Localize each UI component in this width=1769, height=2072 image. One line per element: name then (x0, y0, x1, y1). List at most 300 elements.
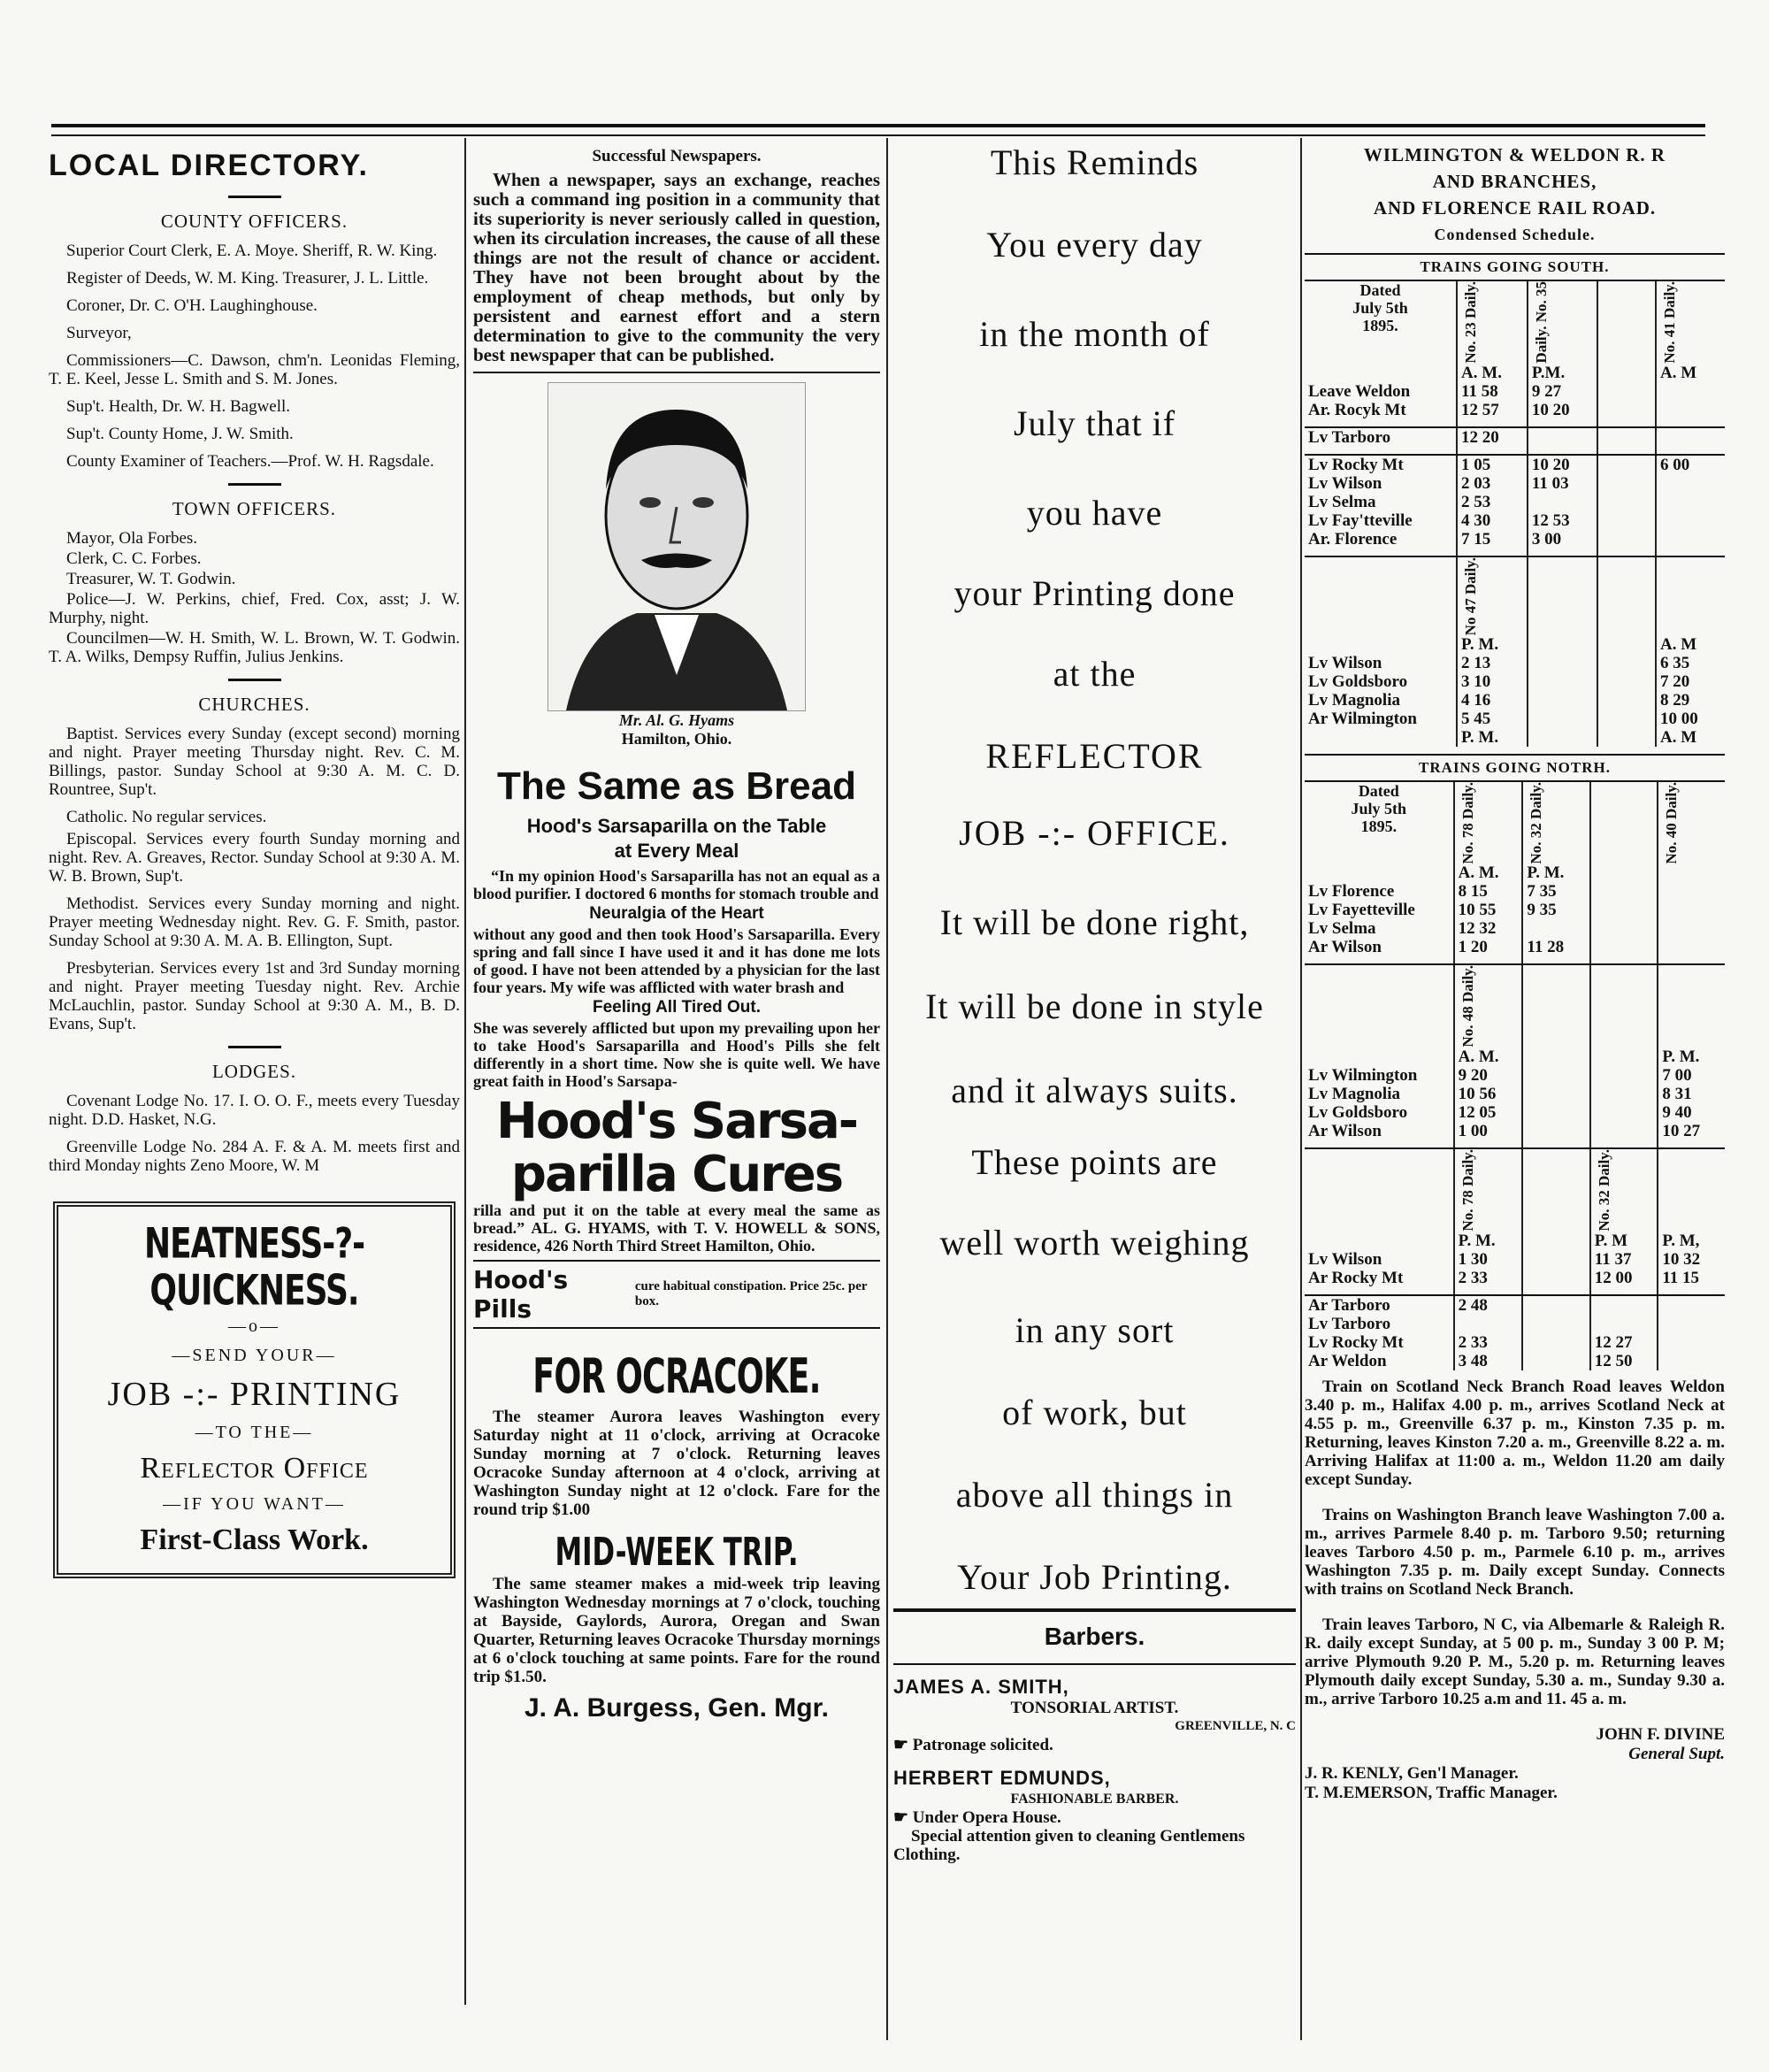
town-officer-entry: Clerk, C. C. Forbes. (66, 549, 202, 568)
hoods-ad-text: rilla and put it on the table at every meal the same as bread.” AL. G. HYAMS, with T. V. HOWELL & SONS, residence, 426 North Third Street Hamilton, Ohio. (473, 1201, 880, 1255)
hoods-ad-subtitle: at Every Meal (614, 840, 739, 862)
time-cell (1656, 511, 1725, 530)
time-cell (1658, 901, 1725, 919)
time-cell: P. M, (1658, 1232, 1725, 1250)
time-cell: 10 56 (1454, 1085, 1523, 1103)
reminder-line: These points are (971, 1142, 1218, 1182)
timetable-separator (1305, 1287, 1725, 1295)
portrait-icon (548, 383, 805, 710)
time-cell: 1 05 (1457, 455, 1528, 474)
reminder-column (893, 142, 1296, 2045)
local-directory-column (49, 142, 460, 2045)
barber-note-text: Under Opera House. (912, 1808, 1061, 1827)
station-cell (1305, 364, 1457, 382)
portrait-place: Hamilton, Ohio. (621, 730, 732, 748)
timetable-cell (1305, 964, 1454, 1048)
town-officer-entry: Treasurer, W. T. Godwin. (66, 570, 236, 588)
time-cell (1528, 493, 1597, 511)
time-cell (1597, 672, 1656, 691)
time-cell (1597, 728, 1656, 747)
station-cell: Lv Wilson (1308, 653, 1382, 672)
time-cell: 11 58 (1457, 382, 1528, 401)
column-divider (1300, 138, 1302, 2040)
time-cell (1597, 474, 1656, 493)
time-cell: 12 57 (1457, 401, 1528, 419)
time-cell: 8 31 (1658, 1085, 1725, 1103)
job-ad-line: —IF YOU WANT— (163, 1494, 346, 1514)
time-cell: 2 13 (1457, 654, 1528, 672)
county-officer-entry: Surveyor, (66, 324, 132, 342)
timetable-cell (1457, 549, 1528, 556)
time-cell: A. M (1656, 728, 1725, 747)
pointing-hand-icon: ☛ (893, 1736, 913, 1754)
timetable-cell (1305, 419, 1457, 427)
station-cell (1305, 1048, 1454, 1066)
time-cell: A. M (1656, 635, 1725, 654)
timetable-cell (1305, 1140, 1454, 1148)
timetable-row (1305, 364, 1725, 382)
time-cell: 1 00 (1454, 1122, 1523, 1140)
time-cell (1528, 728, 1597, 747)
station-cell: Lv Magnolia (1308, 1085, 1400, 1103)
station-cell: Lv Rocky Mt (1308, 1332, 1404, 1352)
reminder-line: your Printing done (953, 573, 1236, 613)
reminder-line: You every day (986, 225, 1203, 265)
divider (893, 1608, 1296, 1612)
time-cell: 6 00 (1656, 455, 1725, 474)
time-cell: 6 35 (1656, 654, 1725, 672)
time-cell (1656, 382, 1725, 401)
time-cell: 9 20 (1454, 1066, 1523, 1085)
south-rows (1305, 364, 1725, 747)
timetable-cell (1590, 964, 1658, 1048)
station-cell: Lv Fayetteville (1308, 901, 1415, 920)
dated-cell (1305, 281, 1457, 364)
signature: J. R. KENLY, Gen'l Manager. (1305, 1763, 1519, 1783)
station-cell: Ar Wilmington (1308, 709, 1417, 728)
hoods-ad-subtitle: Hood's Sarsaparilla on the Table (526, 815, 827, 837)
county-officer-entry: Sup't. Health, Dr. W. H. Bagwell. (66, 397, 291, 416)
station-cell: Lv Fay'tteville (1308, 510, 1413, 530)
station-cell: Lv Selma (1308, 919, 1376, 939)
time-cell: 11 03 (1528, 474, 1597, 493)
time-cell: P. M. (1522, 863, 1589, 882)
town-officers-heading: TOWN OFFICERS. (172, 498, 337, 519)
timetable-cell (1658, 1287, 1725, 1295)
timetable-cell (1597, 549, 1656, 556)
timetable-cell (1454, 1287, 1523, 1295)
lodge-entry: Covenant Lodge No. 17. I. O. O. F., meets every Tuesday night. D.D. Hasket, N.G. (49, 1092, 460, 1129)
time-cell (1656, 493, 1725, 511)
timetable-cell (1658, 1148, 1725, 1232)
portrait-caption: Mr. Al. G. Hyams (618, 711, 735, 729)
ocracoke-body: The steamer Aurora leaves Washington every Saturday night at 11 o'clock, arriving at Ocracoke Sunday morning at 7 o'clock. Returning leaves Ocracoke Sunday afternoon at 4 o'clock, arriving at Washington Sunday night at 12 o'clock. Fare for the round trip $1.00 (473, 1408, 880, 1519)
church-entry: Baptist. Services every Sunday (except second) morning and night. Prayer meeting Thursday night. Rev. C. M. Billings, pastor. Sunday School at 9:30 A. M. C. D. Rountree, Sup't. (49, 725, 460, 799)
time-cell (1656, 530, 1725, 549)
time-cell (1590, 1295, 1658, 1315)
time-cell: 10 20 (1528, 455, 1597, 474)
train-column-head (1597, 281, 1656, 364)
time-cell (1597, 654, 1656, 672)
time-cell (1590, 863, 1658, 882)
time-cell: 10 20 (1528, 401, 1597, 419)
timetable-cell (1305, 1148, 1454, 1232)
job-ad-line: JOB -:- PRINTING (107, 1376, 402, 1413)
dated-cell (1305, 782, 1454, 864)
timetable-row (1305, 1232, 1725, 1250)
mid-week-title: MID-WEEK TRIP. (555, 1530, 799, 1575)
reminder-line: It will be done right, (939, 902, 1250, 942)
timetable-row (1305, 493, 1725, 511)
station-cell: Lv Goldsboro (1308, 1103, 1408, 1122)
time-cell: A. M. (1457, 364, 1528, 382)
time-cell (1656, 401, 1725, 419)
barber-place: GREENVILLE, N. C (1175, 1719, 1296, 1733)
hoods-ad-text: without any good and then took Hood's Sarsaparilla. Every spring and fall since I have used it and it has done me lots of good. I have not been attended by a physician for the last four years. My wife was afflicted with water brash and (473, 925, 880, 996)
timetable-cell (1305, 556, 1457, 635)
county-officer-entry: County Examiner of Teachers.—Prof. W. H. Ragsdale. (66, 452, 434, 471)
dated-label: Dated (1359, 281, 1401, 299)
dated-label: July 5th (1351, 799, 1407, 817)
divider (893, 1663, 1296, 1665)
time-cell (1522, 1122, 1589, 1140)
train-column-head (1656, 281, 1725, 364)
dated-label: 1895. (1360, 817, 1398, 835)
timetable-row (1305, 1269, 1725, 1287)
timetable-separator (1305, 1140, 1725, 1148)
train-number: No. 78 Daily. (1459, 781, 1476, 864)
time-cell: 8 15 (1454, 882, 1523, 901)
time-cell (1590, 938, 1658, 956)
lodges-heading: LODGES. (211, 1061, 297, 1082)
station-cell: Ar. Florence (1308, 529, 1398, 549)
barbers-heading: Barbers. (1044, 1623, 1145, 1650)
church-entry: Catholic. No regular services. (66, 808, 267, 826)
time-cell: 10 27 (1658, 1122, 1725, 1140)
train-column-head (1528, 281, 1597, 364)
time-cell (1522, 1085, 1589, 1103)
barber-name: HERBERT EDMUNDS, (893, 1767, 1111, 1789)
time-cell (1658, 1315, 1725, 1333)
timetable-header-row (1305, 281, 1725, 364)
reminder-line: July that if (1013, 403, 1176, 443)
timetable-cell (1457, 447, 1528, 455)
station-cell: Lv Wilmington (1308, 1066, 1418, 1085)
branch-note: Trains on Washington Branch leave Washington 7.00 a. m., arrives Parmele 8.40 p. m. Tarboro 9.50; returning leaves Tarboro 4.50 p. m., Parmele 6.10 p. m., arrives Washington 7.35 p. m. Daily except Sunday. Connects with trains on Scotland Neck Branch. (1305, 1505, 1725, 1599)
reminder-line: you have (1026, 493, 1163, 533)
time-cell (1597, 401, 1656, 419)
time-cell: 11 37 (1590, 1250, 1658, 1269)
pills-text: cure habitual constipation. Price 25c. per box. (634, 1279, 868, 1308)
station-cell: Lv Tarboro (1308, 1314, 1391, 1333)
train-number: No. 32 Daily. (1528, 781, 1545, 864)
timetable-row (1305, 1250, 1725, 1269)
reminder-line: This Reminds (990, 142, 1199, 182)
timetable-row (1305, 427, 1725, 447)
timetable-separator (1305, 419, 1725, 427)
train-column-head (1457, 281, 1528, 364)
portrait-engraving (548, 382, 806, 711)
time-cell (1597, 455, 1656, 474)
timetable-row (1305, 710, 1725, 728)
station-cell: Lv Florence (1308, 882, 1395, 902)
time-cell: 2 48 (1454, 1295, 1523, 1315)
train-number: No 47 Daily. (1462, 556, 1480, 635)
county-officer-entry: Sup't. County Home, J. W. Smith. (66, 425, 294, 443)
dated-label: 1895. (1362, 317, 1398, 334)
station-cell: Leave Weldon (1308, 381, 1411, 401)
time-cell: P. M. (1457, 635, 1528, 654)
time-cell (1658, 1352, 1725, 1370)
timetable-cell (1658, 1140, 1725, 1148)
column-divider (886, 138, 888, 2040)
timetable-row (1305, 1048, 1725, 1066)
railroad-title: AND FLORENCE RAIL ROAD. (1373, 197, 1657, 219)
time-cell: 1 20 (1454, 938, 1523, 956)
reminder-line: in the month of (979, 314, 1210, 354)
church-entry: Presbyterian. Services every 1st and 3rd Sunday morning and night. Prayer meeting Tuesday night. Rev. Archie McLauchlin, pastor. Sunday School at 9:30 A. M., B. D. Evans, Sup't. (49, 959, 460, 1033)
job-ad-line: —o— (228, 1316, 280, 1336)
local-directory-title: LOCAL DIRECTORY. (49, 149, 369, 182)
schedule-subtitle: Condensed Schedule. (1434, 226, 1596, 243)
station-cell: Ar Wilson (1308, 1122, 1382, 1140)
barber-note (893, 1808, 1296, 1827)
timetable-separator (1305, 956, 1725, 964)
timetable-cell (1656, 419, 1725, 427)
timetable-row (1305, 474, 1725, 493)
station-cell: Ar Weldon (1308, 1351, 1387, 1370)
train-number: No. 23 Daily. (1462, 281, 1480, 364)
reminder-line: in any sort (1015, 1310, 1175, 1350)
reminder-line: REFLECTOR (985, 736, 1204, 776)
time-cell (1522, 1066, 1589, 1085)
station-cell: Ar Tarboro (1308, 1295, 1390, 1315)
time-cell (1590, 882, 1658, 901)
timetable-row (1305, 1066, 1725, 1085)
timetable-cell (1522, 964, 1589, 1048)
timetable-cell (1522, 1287, 1589, 1295)
time-cell: 2 33 (1454, 1333, 1523, 1352)
church-entry: Episcopal. Services every fourth Sunday morning and night. Rev. A. Greaves, Rector. Sunday School at 9:30 A. M. W. B. Brown, Sup't. (49, 830, 460, 886)
reminder-line: It will be done in style (925, 986, 1264, 1026)
barber-note-text: Special attention given to cleaning Gentlemens Clothing. (893, 1827, 1245, 1864)
churches-heading: CHURCHES. (198, 694, 310, 715)
time-cell: 11 15 (1658, 1269, 1725, 1287)
lodge-entry: Greenville Lodge No. 284 A. F. & A. M. meets first and third Monday nights Zeno Moore, W. M (49, 1138, 460, 1175)
divider (473, 372, 880, 373)
train-number: No. 40 Daily. (1663, 781, 1681, 864)
time-cell: P.M. (1528, 364, 1597, 382)
timetable-cell (1457, 419, 1528, 427)
advertisement-column (473, 142, 880, 2045)
time-cell (1522, 1352, 1589, 1370)
reminder-line: and it always suits. (951, 1071, 1238, 1110)
time-cell: 8 29 (1656, 691, 1725, 710)
time-cell: A. M (1656, 364, 1725, 382)
timetable-cell (1590, 1148, 1658, 1232)
signature-title: General Supt. (1628, 1744, 1725, 1763)
signature: JOHN F. DIVINE (1596, 1724, 1725, 1744)
time-cell (1522, 919, 1589, 938)
timetable-row (1305, 401, 1725, 419)
time-cell: 11 28 (1522, 938, 1589, 956)
time-cell: 3 10 (1457, 672, 1528, 691)
time-cell (1590, 919, 1658, 938)
timetable-row (1305, 1103, 1725, 1122)
divider (228, 196, 281, 198)
time-cell (1528, 710, 1597, 728)
time-cell (1528, 427, 1597, 447)
timetable-cell (1305, 447, 1457, 455)
reminder-line: of work, but (1002, 1393, 1187, 1432)
time-cell (1528, 672, 1597, 691)
time-cell (1522, 1333, 1589, 1352)
barber-note (893, 1736, 1296, 1754)
pointing-hand-icon: ☛ (893, 1808, 913, 1827)
time-cell (1658, 1333, 1725, 1352)
timetable-cell (1454, 956, 1523, 964)
time-cell: P. M. (1658, 1048, 1725, 1066)
time-cell (1522, 1295, 1589, 1315)
hoods-ad-subhead: Neuralgia of the Heart (589, 904, 764, 923)
timetable-separator (1305, 447, 1725, 455)
town-officer-entry: Police—J. W. Perkins, chief, Fred. Cox, asst; J. W. Murphy, night. (49, 590, 460, 627)
timetable-row (1305, 938, 1725, 956)
time-cell: 9 40 (1658, 1103, 1725, 1122)
station-cell: Lv Wilson (1308, 1249, 1382, 1269)
time-cell (1590, 1122, 1658, 1140)
timetable-cell (1522, 956, 1589, 964)
timetable-row (1305, 691, 1725, 710)
time-cell (1528, 654, 1597, 672)
time-cell: P. M (1590, 1232, 1658, 1250)
timetable-cell (1658, 956, 1725, 964)
job-ad-line: —TO THE— (195, 1423, 314, 1442)
timetable-cell (1528, 447, 1597, 455)
train-column-head (1522, 782, 1589, 864)
train-number: No. 32 Daily. (1595, 1149, 1612, 1232)
train-number: No. 48 Daily. (1459, 965, 1476, 1048)
train-number: No. 41 Daily. (1661, 281, 1679, 364)
time-cell: 12 27 (1590, 1333, 1658, 1352)
hoods-ad-subhead: Feeling All Tired Out. (592, 998, 762, 1017)
train-column-head (1454, 782, 1523, 864)
time-cell (1658, 919, 1725, 938)
church-entry: Methodist. Services every Sunday morning and night. Prayer meeting Wednesday night. Rev. G. F. Smith, pastor. Sunday School at 9:30 A. M. A. B. Ellington, Supt. (49, 894, 460, 950)
timetable-row (1305, 1148, 1725, 1232)
time-cell: 12 53 (1528, 511, 1597, 530)
station-cell: Ar. Rocyk Mt (1308, 400, 1406, 419)
time-cell: 12 32 (1454, 919, 1523, 938)
time-cell (1658, 863, 1725, 882)
timetable-header-row (1305, 782, 1725, 864)
signature: T. M.EMERSON, Traffic Manager. (1305, 1783, 1558, 1802)
station-cell (1305, 728, 1457, 747)
time-cell: 7 00 (1658, 1066, 1725, 1085)
time-cell (1597, 511, 1656, 530)
time-cell: 10 00 (1656, 710, 1725, 728)
time-cell: P. M. (1457, 728, 1528, 747)
train-column-head (1590, 782, 1658, 864)
hoods-pills-ad (473, 1260, 880, 1329)
railroad-title: AND BRANCHES, (1432, 171, 1597, 192)
time-cell: 3 00 (1528, 530, 1597, 549)
timetable-row (1305, 672, 1725, 691)
time-cell: 10 55 (1454, 901, 1523, 919)
dated-label: Dated (1358, 781, 1399, 800)
time-cell: 12 50 (1590, 1352, 1658, 1370)
barber-title: TONSORIAL ARTIST. (1010, 1699, 1179, 1717)
time-cell (1597, 691, 1656, 710)
timetable-cell (1305, 549, 1457, 556)
job-ad-line: —SEND YOUR— (172, 1346, 337, 1365)
county-officers-heading: COUNTY OFFICERS. (160, 211, 348, 232)
timetable-cell (1590, 1287, 1658, 1295)
north-rows (1305, 863, 1725, 1370)
time-cell: 7 35 (1522, 882, 1589, 901)
time-cell: 1 30 (1454, 1250, 1523, 1269)
divider (228, 483, 281, 486)
mid-week-body: The same steamer makes a mid-week trip leaving Washington Wednesday mornings at 7 o'clock, touching at Bayside, Gaylords, Aurora, Oregan and Swan Quarter, Returning leaves Ocracoke Thursday mornings at 6 o'clock touching at same points. Fare for the round trip $1.50. (473, 1575, 880, 1686)
branch-note: Train on Scotland Neck Branch Road leaves Weldon 3.40 p. m., Halifax 4.00 p. m., arrives Scotland Neck at 4.55 p. m., Greenville 6.37 p. m., Kinston 7.35 p. m. Returning, leaves Kinston 7.20 a. m., Greenville 8.22 a. m. Arriving Halifax at 11:00 a. m., Weldon 11.20 am daily except Sunday. (1305, 1377, 1725, 1489)
time-cell (1597, 530, 1656, 549)
timetable-cell (1454, 964, 1523, 1048)
time-cell (1658, 882, 1725, 901)
time-cell (1522, 1048, 1589, 1066)
timetable-row (1305, 511, 1725, 530)
time-cell (1590, 1103, 1658, 1122)
town-officer-entry: Councilmen—W. H. Smith, W. L. Brown, W. T. Godwin. T. A. Wilks, Dempsy Ruffin, Julius Jenkins. (49, 629, 460, 666)
time-cell (1590, 1048, 1658, 1066)
south-timetable (1305, 281, 1725, 747)
reminder-line: JOB -:- OFFICE. (959, 813, 1230, 853)
county-officer-entry: Register of Deeds, W. M. King. Treasurer, J. L. Little. (66, 269, 429, 288)
timetable-cell (1457, 556, 1528, 635)
timetable-row (1305, 556, 1725, 635)
general-manager: J. A. Burgess, Gen. Mgr. (525, 1693, 829, 1723)
county-officer-entry: Superior Court Clerk, E. A. Moye. Sheriff, R. W. King. (66, 242, 438, 260)
station-cell: Lv Wilson (1308, 473, 1382, 493)
job-ad-line: Reflector Office (140, 1452, 369, 1485)
divider (228, 1046, 281, 1048)
hoods-ad-title: The Same as Bread (497, 764, 856, 808)
time-cell (1597, 427, 1656, 447)
time-cell: 2 33 (1454, 1269, 1523, 1287)
timetable-cell (1522, 1140, 1589, 1148)
time-cell (1522, 1250, 1589, 1269)
timetable-cell (1528, 419, 1597, 427)
time-cell: P. M. (1454, 1232, 1523, 1250)
train-number: No. 78 Daily. (1459, 1149, 1476, 1232)
reminder-line: Your Job Printing. (957, 1557, 1232, 1597)
top-rule-thin (51, 134, 1705, 136)
ocracoke-title: FOR OCRACOKE. (532, 1348, 821, 1404)
railroad-schedule-column (1305, 142, 1725, 2045)
timetable-row (1305, 1315, 1725, 1333)
timetable-row (1305, 530, 1725, 549)
timetable-row (1305, 455, 1725, 474)
reminder-line: well worth weighing (939, 1223, 1250, 1262)
station-cell: Ar Wilson (1308, 938, 1382, 957)
station-cell (1305, 863, 1454, 882)
time-cell (1597, 635, 1656, 654)
job-printing-ad (53, 1201, 456, 1578)
time-cell: 12 05 (1454, 1103, 1523, 1122)
time-cell (1454, 1315, 1523, 1333)
time-cell (1590, 1315, 1658, 1333)
timetable-row (1305, 1333, 1725, 1352)
column-divider (464, 138, 466, 2005)
